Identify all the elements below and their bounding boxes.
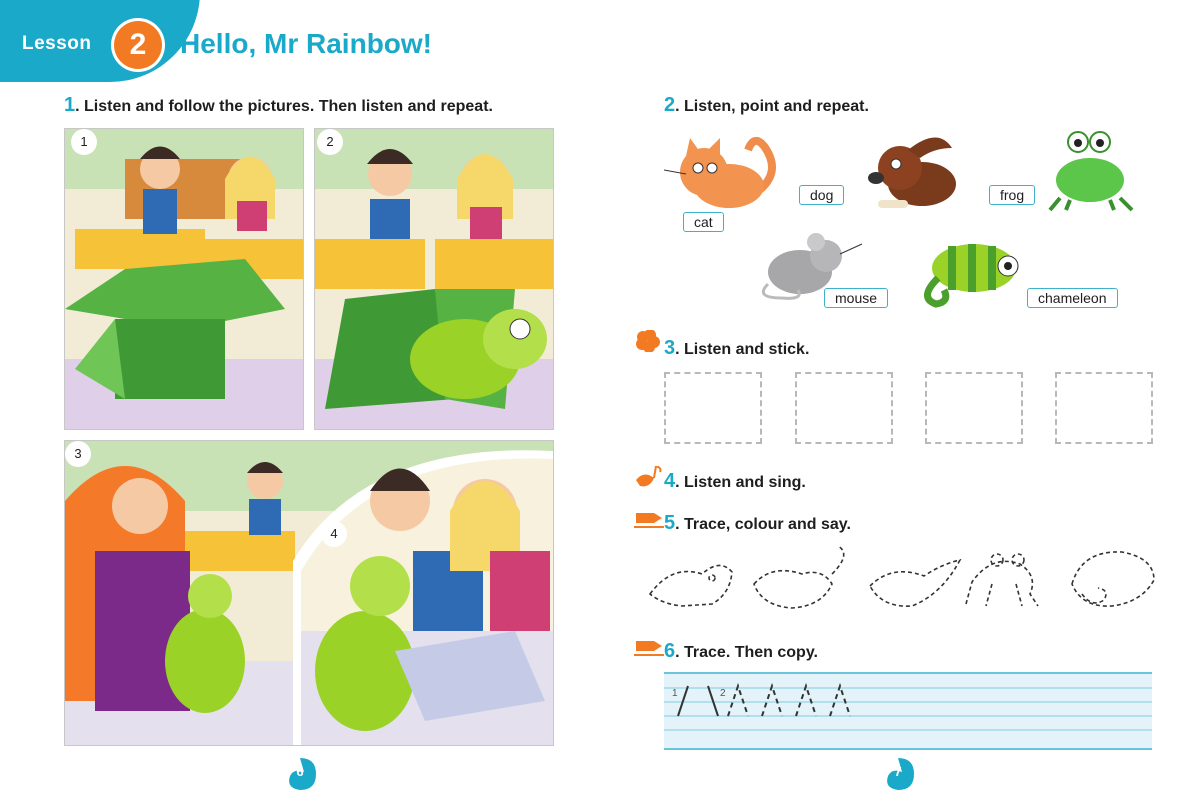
exercise-6-heading: 6. Trace. Then copy. xyxy=(664,640,818,662)
chameleon-picture xyxy=(918,228,1028,310)
exercise-5-text: Trace, colour and say. xyxy=(684,516,851,533)
page-number-right-text: 7 xyxy=(894,764,902,779)
writing-guide xyxy=(664,674,1152,748)
sticker-slot-3[interactable] xyxy=(925,372,1023,444)
exercise-2-number: 2 xyxy=(664,94,676,116)
word-label-cat: cat xyxy=(683,212,724,232)
exercise-5-number: 5 xyxy=(664,512,676,534)
pencil-icon-2 xyxy=(634,635,664,657)
trace-drawings[interactable] xyxy=(642,544,1162,616)
cat-picture xyxy=(664,134,784,212)
song-icon xyxy=(634,466,664,488)
writing-lines[interactable] xyxy=(664,672,1152,750)
exercise-4-heading: 4. Listen and sing. xyxy=(664,470,806,492)
exercise-5-heading: 5. Trace, colour and say. xyxy=(664,512,851,534)
exercise-1-heading: 1. Listen and follow the pictures. Then listen and repeat. xyxy=(64,94,493,116)
sticker-slot-1[interactable] xyxy=(664,372,762,444)
word-label-frog: frog xyxy=(989,185,1035,205)
comic-panel-3 xyxy=(64,440,554,746)
panel-number-1: 1 xyxy=(71,129,97,155)
exercise-4-number: 4 xyxy=(664,470,676,492)
page-number-left xyxy=(282,756,318,792)
panel-number-2: 2 xyxy=(317,129,343,155)
page-title: Hello, Mr Rainbow! xyxy=(180,28,432,59)
frog-picture xyxy=(1040,128,1140,212)
sticker-slot-4[interactable] xyxy=(1055,372,1153,444)
exercise-3-text: Listen and stick. xyxy=(684,341,810,358)
exercise-6-text: Trace. Then copy. xyxy=(684,644,818,661)
comic-panel-2-illustration xyxy=(315,129,553,429)
word-label-chameleon: chameleon xyxy=(1027,288,1118,308)
word-label-dog: dog xyxy=(799,185,844,205)
word-label-mouse: mouse xyxy=(824,288,888,308)
sticker-slot-2[interactable] xyxy=(795,372,893,444)
stroke-number-1: 1 xyxy=(672,688,678,699)
sticker-icon xyxy=(634,330,664,352)
exercise-3-heading: 3. Listen and stick. xyxy=(664,337,810,359)
stroke-number-2: 2 xyxy=(720,688,726,699)
dog-picture xyxy=(848,128,960,212)
exercise-3-number: 3 xyxy=(664,337,676,359)
comic-panel-1 xyxy=(64,128,304,430)
page-number-left-text: 6 xyxy=(296,764,304,779)
exercise-1-number: 1 xyxy=(64,94,76,116)
exercise-6-number: 6 xyxy=(664,640,676,662)
comic-panel-2 xyxy=(314,128,554,430)
exercise-2-text: Listen, point and repeat. xyxy=(684,98,869,115)
comic-panel-1-illustration xyxy=(65,129,303,429)
comic-panel-3-illustration xyxy=(65,441,553,745)
pencil-icon xyxy=(634,507,664,529)
panel-number-3: 3 xyxy=(65,441,91,467)
page-number-right xyxy=(880,756,916,792)
panel-number-4: 4 xyxy=(321,521,347,547)
exercise-1-text: Listen and follow the pictures. Then listen and repeat. xyxy=(84,98,493,115)
exercise-4-text: Listen and sing. xyxy=(684,474,806,491)
lesson-number-badge: 2 xyxy=(114,21,162,69)
lesson-label: Lesson xyxy=(22,33,92,54)
exercise-2-heading: 2. Listen, point and repeat. xyxy=(664,94,869,116)
